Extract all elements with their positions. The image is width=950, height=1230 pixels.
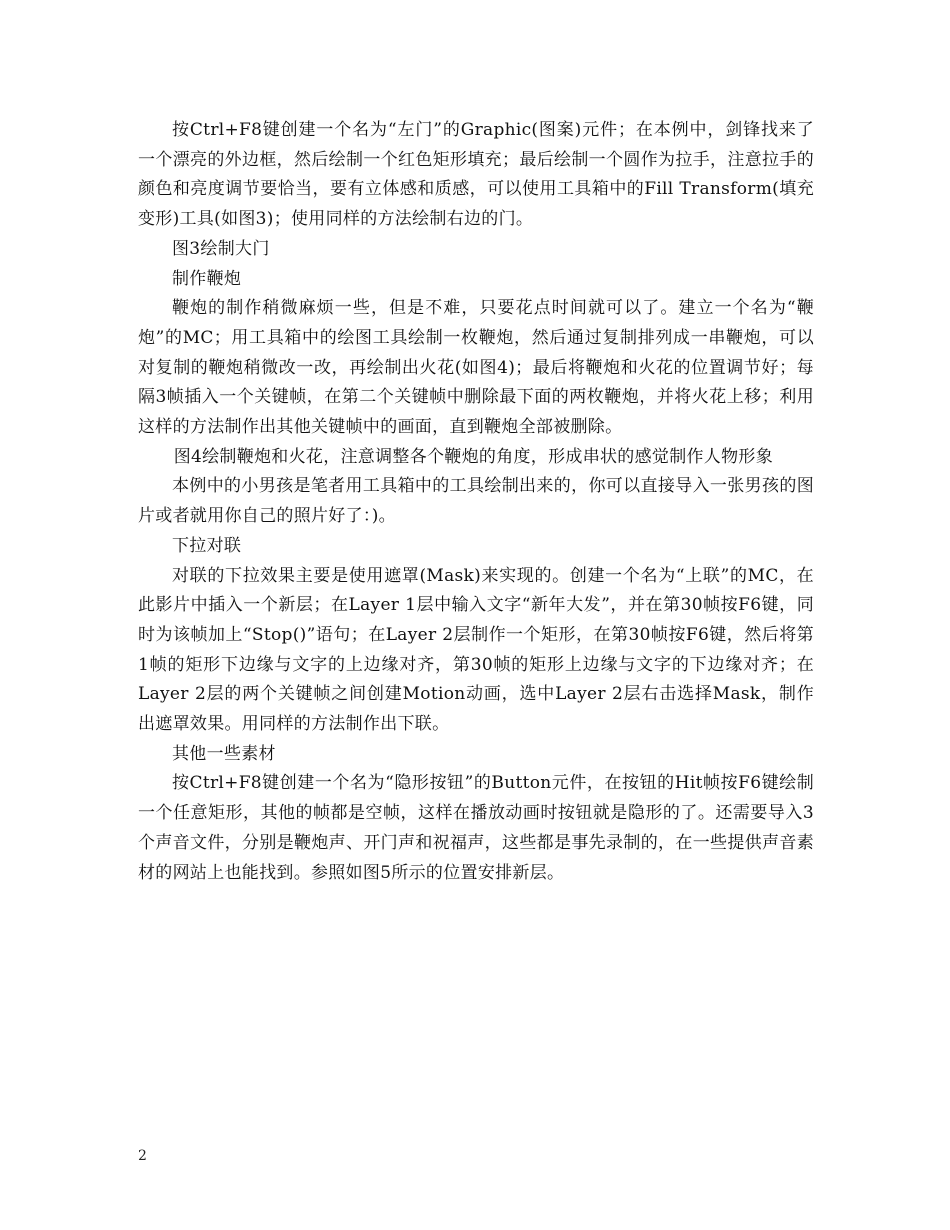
section-heading-firecracker: 制作鞭炮: [172, 268, 242, 289]
paragraph-character: 本例中的小男孩是笔者用工具箱中的工具绘制出来的，你可以直接导入一张男孩的图片或者就用你自己的照片好了：)。: [138, 476, 814, 527]
section-heading-materials: 其他一些素材: [172, 743, 276, 764]
paragraph-firecracker: 鞭炮的制作稍微麻烦一些，但是不难，只要花点时间就可以了。建立一个名为“鞭炮”的MC；用工具箱中的绘图工具绘制一枚鞭炮，然后通过复制排列成一串鞭炮，可以对复制的鞭炮稍微改一改，再绘制出火花(如图4)；最后将鞭炮和火花的位置调节好；每隔3帧插入一个关键帧，在第二个关键帧中删除最下面的两枚鞭炮，并将火花上移；利用这样的方法制作出其他关键帧中的画面，直到鞭炮全部被删除。: [138, 298, 814, 438]
paragraph-left-door: 按Ctrl+F8键创建一个名为“左门”的Graphic(图案)元件；在本例中，剑锋找来了一个漂亮的外边框，然后绘制一个红色矩形填充；最后绘制一个圆作为拉手，注意拉手的颜色和亮度调节要恰当，要有立体感和质感，可以使用工具箱中的Fill Transform(填充变形)工具(如图3)；使用同样的方法绘制右边的门。: [138, 120, 814, 230]
figure-caption-4: 图4绘制鞭炮和火花，注意调整各个鞭炮的角度，形成串状的感觉制作人物形象: [173, 446, 774, 467]
page-number: 2: [138, 1148, 147, 1164]
paragraph-couplet: 对联的下拉效果主要是使用遮罩(Mask)来实现的。创建一个名为“上联”的MC，在此影片中插入一个新层；在Layer 1层中输入文字“新年大发”，并在第30帧按F6键，同时为该帧加上“Stop()”语句；在Layer 2层制作一个矩形，在第30帧按F6键，然后将第1帧的矩形下边缘与文字的上边缘对齐，第30帧的矩形上边缘与文字的下边缘对齐；在Layer 2层的两个关键帧之间创建Motion动画，选中Layer 2层右击选择Mask，制作出遮罩效果。用同样的方法制作出下联。: [138, 565, 814, 735]
figure-caption-3: 图3绘制大门: [172, 238, 270, 259]
section-heading-couplet: 下拉对联: [172, 535, 242, 556]
paragraph-materials: 按Ctrl+F8键创建一个名为“隐形按钮”的Button元件，在按钮的Hit帧按F6键绘制一个任意矩形，其他的帧都是空帧，这样在播放动画时按钮就是隐形的了。还需要导入3个声音文件，分别是鞭炮声、开门声和祝福声，这些都是事先录制的，在一些提供声音素材的网站上也能找到。参照如图5所示的位置安排新层。: [138, 773, 814, 883]
document-body: [138, 116, 814, 888]
